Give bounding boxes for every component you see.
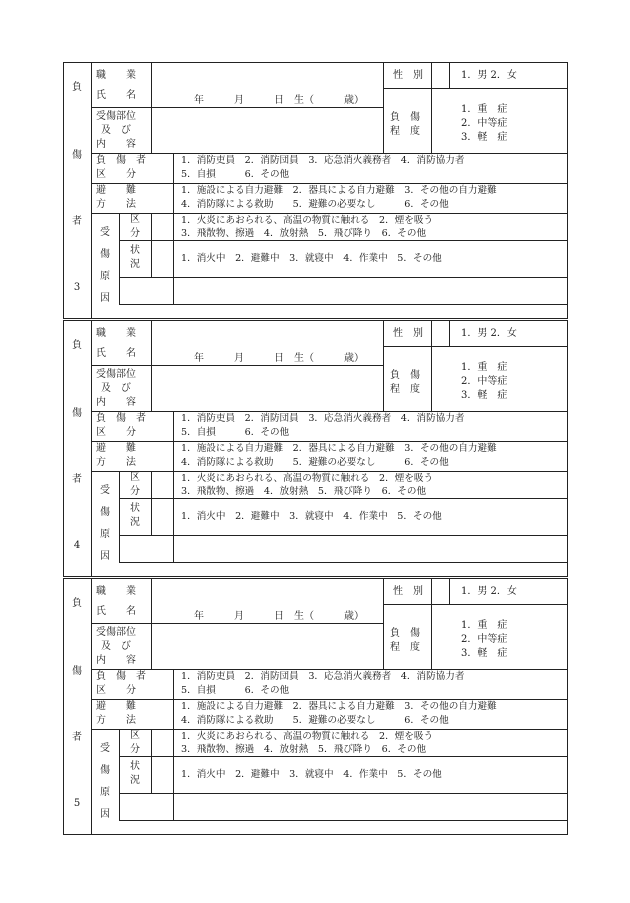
category-label-1: 区	[130, 472, 140, 483]
sex-label: 性 別	[393, 586, 423, 597]
sex-label: 性 別	[393, 70, 423, 81]
injury-kind-label-1: 負 傷 者	[96, 413, 146, 424]
category-label-1: 区	[130, 214, 140, 225]
injured-label-2: 傷	[72, 150, 82, 161]
injury-kind-label-1: 負 傷 者	[96, 671, 146, 682]
cause-label-2: 傷	[100, 765, 110, 776]
injured-record-4	[63, 320, 568, 576]
evacuation-label-1: 避 難	[96, 185, 136, 196]
severity-label-1: 負 傷	[390, 370, 420, 381]
name-label: 氏 名	[96, 606, 136, 617]
sex-options[interactable]: 1．男 2．女	[461, 586, 517, 597]
evacuation-options-2[interactable]: 4．消防隊による救助 5．避難の必要なし 6．その他	[181, 715, 449, 726]
birth-date-field[interactable]: 年 月 日 生（ 歳）	[194, 95, 364, 106]
evacuation-options-2[interactable]: 4．消防隊による救助 5．避難の必要なし 6．その他	[181, 457, 449, 468]
category-label-2: 分	[130, 486, 140, 497]
cause-situation-options[interactable]: 1．消火中 2．避難中 3．就寝中 4．作業中 5．その他	[181, 511, 442, 522]
category-label-2: 分	[130, 228, 140, 239]
severity-option-3[interactable]: 3．軽 症	[461, 648, 508, 659]
injury-site-label-1: 受傷部位	[96, 111, 136, 122]
sex-options[interactable]: 1．男 2．女	[461, 328, 517, 339]
injury-kind-options-1[interactable]: 1．消防吏員 2．消防団員 3．応急消火義務者 4．消防協力者	[181, 413, 465, 424]
severity-label-2: 程 度	[390, 126, 420, 137]
injury-kind-options-1[interactable]: 1．消防吏員 2．消防団員 3．応急消火義務者 4．消防協力者	[181, 155, 465, 166]
record-number: 4	[73, 540, 81, 551]
injury-kind-options-2[interactable]: 5．自損 6．その他	[181, 685, 290, 696]
severity-option-2[interactable]: 2．中等症	[461, 634, 508, 645]
injured-label-1: 負	[72, 340, 82, 351]
severity-label-2: 程 度	[390, 642, 420, 653]
birth-date-field[interactable]: 年 月 日 生（ 歳）	[194, 353, 364, 364]
injury-site-label-3: 内 容	[96, 655, 136, 666]
cause-label-2: 傷	[100, 507, 110, 518]
severity-option-1[interactable]: 1．重 症	[461, 362, 508, 373]
cause-situation-options[interactable]: 1．消火中 2．避難中 3．就寝中 4．作業中 5．その他	[181, 769, 442, 780]
injury-site-label-1: 受傷部位	[96, 627, 136, 638]
evacuation-options-1[interactable]: 1．施設による自力避難 2．器具による自力避難 3．その他の自力避難	[181, 443, 497, 454]
severity-option-2[interactable]: 2．中等症	[461, 376, 508, 387]
cause-label-3: 原	[100, 787, 110, 798]
record-number: 5	[73, 798, 81, 809]
severity-option-3[interactable]: 3．軽 症	[461, 132, 508, 143]
injury-kind-label-2: 区 分	[96, 427, 136, 438]
cause-category-options-2[interactable]: 3．飛散物、擦過 4．放射熱 5．飛び降り 6．その他	[181, 228, 427, 239]
injury-site-label-3: 内 容	[96, 397, 136, 408]
severity-option-1[interactable]: 1．重 症	[461, 104, 508, 115]
cause-situation-options[interactable]: 1．消火中 2．避難中 3．就寝中 4．作業中 5．その他	[181, 253, 442, 264]
situation-label-2: 況	[130, 775, 140, 786]
injury-site-label-2: 及 び	[101, 641, 131, 652]
severity-label-2: 程 度	[390, 384, 420, 395]
cause-label-3: 原	[100, 271, 110, 282]
injured-label-3: 者	[72, 474, 82, 485]
injured-label-2: 傷	[72, 666, 82, 677]
cause-label-2: 傷	[100, 249, 110, 260]
situation-label-2: 況	[130, 259, 140, 270]
situation-label-1: 状	[130, 245, 140, 256]
severity-option-1[interactable]: 1．重 症	[461, 620, 508, 631]
cause-label-4: 因	[100, 551, 110, 562]
cause-label-1: 受	[100, 743, 110, 754]
cause-label-4: 因	[100, 293, 110, 304]
name-label: 氏 名	[96, 348, 136, 359]
sex-options[interactable]: 1．男 2．女	[461, 70, 517, 81]
injured-label-1: 負	[72, 82, 82, 93]
cause-category-options-1[interactable]: 1．火炎にあおられる、高温の物質に触れる 2．煙を吸う	[181, 215, 434, 226]
evacuation-options-1[interactable]: 1．施設による自力避難 2．器具による自力避難 3．その他の自力避難	[181, 185, 497, 196]
injured-label-1: 負	[72, 598, 82, 609]
cause-label-3: 原	[100, 529, 110, 540]
injury-kind-label-2: 区 分	[96, 685, 136, 696]
injury-site-label-2: 及 び	[101, 383, 131, 394]
occupation-label: 職 業	[96, 586, 136, 597]
cause-label-4: 因	[100, 809, 110, 820]
injury-kind-options-2[interactable]: 5．自損 6．その他	[181, 427, 290, 438]
evacuation-label-2: 方 法	[96, 715, 136, 726]
occupation-label: 職 業	[96, 328, 136, 339]
evacuation-label-2: 方 法	[96, 199, 136, 210]
injured-label-2: 傷	[72, 408, 82, 419]
category-label-2: 分	[130, 744, 140, 755]
category-label-1: 区	[130, 730, 140, 741]
injury-kind-options-1[interactable]: 1．消防吏員 2．消防団員 3．応急消火義務者 4．消防協力者	[181, 671, 465, 682]
evacuation-label-1: 避 難	[96, 701, 136, 712]
cause-category-options-2[interactable]: 3．飛散物、擦過 4．放射熱 5．飛び降り 6．その他	[181, 744, 427, 755]
sex-label: 性 別	[393, 328, 423, 339]
situation-label-2: 況	[130, 517, 140, 528]
record-number: 3	[73, 282, 81, 293]
severity-option-2[interactable]: 2．中等症	[461, 118, 508, 129]
injured-record-5	[63, 578, 568, 834]
injured-label-3: 者	[72, 216, 82, 227]
severity-option-3[interactable]: 3．軽 症	[461, 390, 508, 401]
injured-label-3: 者	[72, 732, 82, 743]
severity-label-1: 負 傷	[390, 628, 420, 639]
severity-label-1: 負 傷	[390, 112, 420, 123]
situation-label-1: 状	[130, 503, 140, 514]
injury-site-label-1: 受傷部位	[96, 369, 136, 380]
birth-date-field[interactable]: 年 月 日 生（ 歳）	[194, 611, 364, 622]
cause-label-1: 受	[100, 485, 110, 496]
injury-site-label-2: 及 び	[101, 125, 131, 136]
evacuation-label-2: 方 法	[96, 457, 136, 468]
evacuation-options-2[interactable]: 4．消防隊による救助 5．避難の必要なし 6．その他	[181, 199, 449, 210]
cause-label-1: 受	[100, 227, 110, 238]
cause-category-options-1[interactable]: 1．火炎にあおられる、高温の物質に触れる 2．煙を吸う	[181, 473, 434, 484]
injured-record-3	[63, 62, 568, 318]
cause-category-options-1[interactable]: 1．火炎にあおられる、高温の物質に触れる 2．煙を吸う	[181, 731, 434, 742]
injury-site-label-3: 内 容	[96, 139, 136, 150]
cause-category-options-2[interactable]: 3．飛散物、擦過 4．放射熱 5．飛び降り 6．その他	[181, 486, 427, 497]
occupation-label: 職 業	[96, 70, 136, 81]
evacuation-label-1: 避 難	[96, 443, 136, 454]
injury-kind-label-2: 区 分	[96, 169, 136, 180]
injury-kind-label-1: 負 傷 者	[96, 155, 146, 166]
injury-kind-options-2[interactable]: 5．自損 6．その他	[181, 169, 290, 180]
situation-label-1: 状	[130, 761, 140, 772]
evacuation-options-1[interactable]: 1．施設による自力避難 2．器具による自力避難 3．その他の自力避難	[181, 701, 497, 712]
name-label: 氏 名	[96, 90, 136, 101]
